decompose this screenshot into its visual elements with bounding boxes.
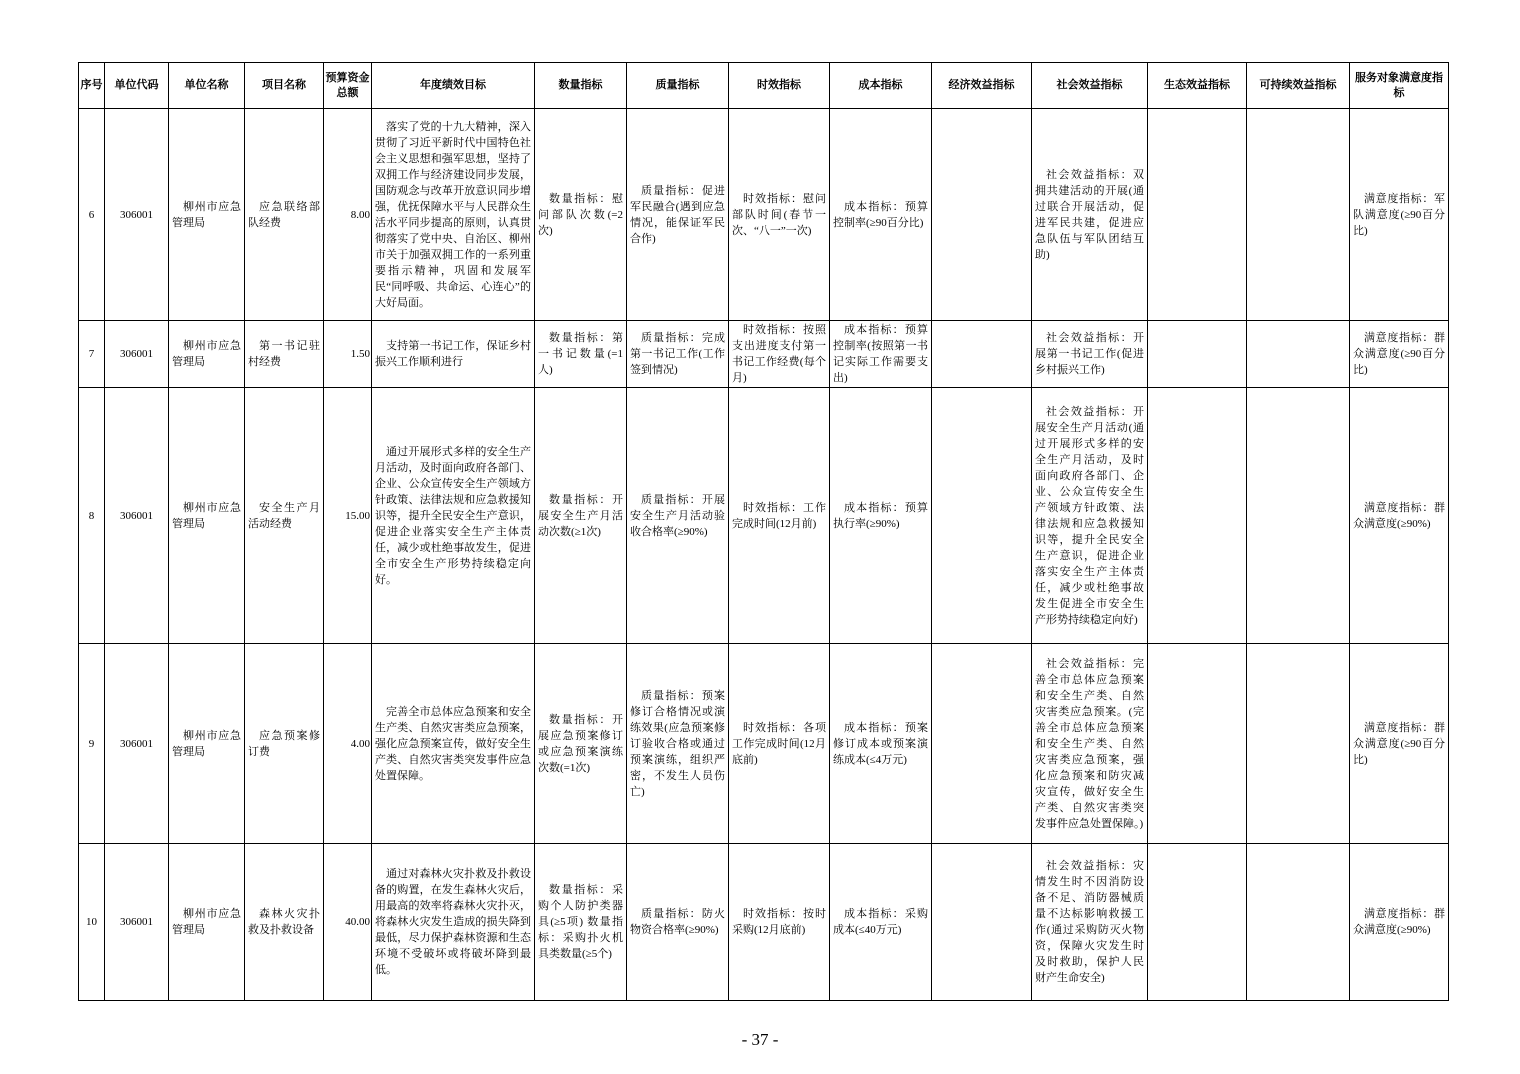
- col-header-economic: 经济效益指标: [932, 63, 1032, 109]
- cell-quality-indicator: 质量指标：完成第一书记工作(工作签到情况): [627, 321, 729, 388]
- cell-project-name: 第一书记驻村经费: [245, 321, 324, 388]
- cell-social-indicator: 社会效益指标：灾情发生时不因消防设备不足、消防器械质量不达标影响救援工作(通过采购防灭火物资，保障火灾发生时及时救助，保护人民财产生命安全): [1032, 844, 1148, 1001]
- cell-annual-target: 支持第一书记工作，保证乡村振兴工作顺利进行: [372, 321, 535, 388]
- cell-unit-code: 306001: [105, 844, 169, 1001]
- col-header-quality: 质量指标: [627, 63, 729, 109]
- cell-seq: 9: [79, 644, 105, 844]
- cell-cost-indicator: 成本指标：预算控制率(≥90百分比): [830, 109, 932, 321]
- cell-annual-target: 通过开展形式多样的安全生产月活动，及时面向政府各部门、企业、公众宣传安全生产领域方针政策、法律法规和应急救援知识等，提升全民安全生产意识，促进企业落实安全生产主体责任，减少或杜绝事故发生，促进全市安全生产形势持续稳定向好。: [372, 388, 535, 644]
- cell-sustainable-indicator: [1247, 844, 1350, 1001]
- col-header-unit-name: 单位名称: [169, 63, 245, 109]
- cell-unit-name: 柳州市应急管理局: [169, 109, 245, 321]
- cell-unit-code: 306001: [105, 321, 169, 388]
- cell-seq: 6: [79, 109, 105, 321]
- cell-unit-name: 柳州市应急管理局: [169, 321, 245, 388]
- cell-sustainable-indicator: [1247, 109, 1350, 321]
- cell-sustainable-indicator: [1247, 321, 1350, 388]
- col-header-satisfaction: 服务对象满意度指标: [1350, 63, 1449, 109]
- col-header-budget: 预算资金总额: [324, 63, 372, 109]
- table-row: [79, 388, 1449, 644]
- cell-sustainable-indicator: [1247, 388, 1350, 644]
- cell-ecological-indicator: [1148, 844, 1247, 1001]
- col-header-cost: 成本指标: [830, 63, 932, 109]
- cell-budget: 8.00: [324, 109, 372, 321]
- cell-sustainable-indicator: [1247, 644, 1350, 844]
- cell-unit-code: 306001: [105, 388, 169, 644]
- cell-quantity-indicator: 数量指标：开展安全生产月活动次数(≥1次): [535, 388, 627, 644]
- table-row: [79, 644, 1449, 844]
- cell-unit-name: 柳州市应急管理局: [169, 388, 245, 644]
- col-header-social: 社会效益指标: [1032, 63, 1148, 109]
- cell-unit-code: 306001: [105, 644, 169, 844]
- cell-budget: 1.50: [324, 321, 372, 388]
- cell-economic-indicator: [932, 644, 1032, 844]
- cell-seq: 7: [79, 321, 105, 388]
- cell-social-indicator: 社会效益指标：开展第一书记工作(促进乡村振兴工作): [1032, 321, 1148, 388]
- col-header-quantity: 数量指标: [535, 63, 627, 109]
- cell-cost-indicator: 成本指标：采购成本(≤40万元): [830, 844, 932, 1001]
- cell-quantity-indicator: 数量指标：第一书记数量(=1人): [535, 321, 627, 388]
- table-row: [79, 321, 1449, 388]
- cell-satisfaction-indicator: 满意度指标：群众满意度(≥90%): [1350, 388, 1449, 644]
- cell-unit-name: 柳州市应急管理局: [169, 644, 245, 844]
- cell-timeliness-indicator: 时效指标：按照支出进度支付第一书记工作经费(每个月): [729, 321, 830, 388]
- cell-quality-indicator: 质量指标：防火物资合格率(≥90%): [627, 844, 729, 1001]
- cell-timeliness-indicator: 时效指标：工作完成时间(12月前): [729, 388, 830, 644]
- cell-quantity-indicator: 数量指标：慰问部队次数(=2次): [535, 109, 627, 321]
- cell-social-indicator: 社会效益指标：开展安全生产月活动(通过开展形式多样的安全生产月活动，及时面向政府各部门、企业、公众宣传安全生产领域方针政策、法律法规和应急救援知识等，提升全民安全生产意识，促进企业落实安全生产主体责任，减少或杜绝事故发生促进全市安全生产形势持续稳定向好): [1032, 388, 1148, 644]
- cell-annual-target: 通过对森林火灾扑救及扑救设备的购置，在发生森林火灾后，用最高的效率将森林火灾扑灭，将森林火灾发生造成的损失降到最低，尽力保护森林资源和生态环境不受破坏或将破坏降到最低。: [372, 844, 535, 1001]
- cell-unit-code: 306001: [105, 109, 169, 321]
- cell-economic-indicator: [932, 321, 1032, 388]
- cell-timeliness-indicator: 时效指标：慰问部队时间(春节一次、“八一”一次): [729, 109, 830, 321]
- cell-project-name: 应急联络部队经费: [245, 109, 324, 321]
- cell-seq: 8: [79, 388, 105, 644]
- cell-economic-indicator: [932, 388, 1032, 644]
- performance-indicators-table: [78, 62, 1449, 1001]
- cell-timeliness-indicator: 时效指标：按时采购(12月底前): [729, 844, 830, 1001]
- cell-budget: 40.00: [324, 844, 372, 1001]
- header-row: [79, 63, 1449, 109]
- cell-project-name: 应急预案修订费: [245, 644, 324, 844]
- cell-satisfaction-indicator: 满意度指标：军队满意度(≥90百分比): [1350, 109, 1449, 321]
- col-header-timeliness: 时效指标: [729, 63, 830, 109]
- cell-satisfaction-indicator: 满意度指标：群众满意度(≥90百分比): [1350, 321, 1449, 388]
- table-row: [79, 844, 1449, 1001]
- cell-quantity-indicator: 数量指标：采购个人防护类器具(≥5项) 数量指标：采购扑火机具类数量(≥5个): [535, 844, 627, 1001]
- cell-quality-indicator: 质量指标：促进军民融合(遇到应急情况，能保证军民合作): [627, 109, 729, 321]
- col-header-project-name: 项目名称: [245, 63, 324, 109]
- cell-quality-indicator: 质量指标：预案修订合格情况或演练效果(应急预案修订验收合格或通过预案演练，组织严密，不发生人员伤亡): [627, 644, 729, 844]
- cell-ecological-indicator: [1148, 321, 1247, 388]
- cell-budget: 15.00: [324, 388, 372, 644]
- col-header-sustainable: 可持续效益指标: [1247, 63, 1350, 109]
- cell-ecological-indicator: [1148, 388, 1247, 644]
- cell-quality-indicator: 质量指标：开展安全生产月活动验收合格率(≥90%): [627, 388, 729, 644]
- cell-cost-indicator: 成本指标：预算执行率(≥90%): [830, 388, 932, 644]
- cell-budget: 4.00: [324, 644, 372, 844]
- cell-annual-target: 完善全市总体应急预案和安全生产类、自然灾害类应急预案，强化应急预案宣传，做好安全生产类、自然灾害类突发事件应急处置保障。: [372, 644, 535, 844]
- cell-annual-target: 落实了党的十九大精神，深入贯彻了习近平新时代中国特色社会主义思想和强军思想，坚持了双拥工作与经济建设同步发展，国防观念与改革开放意识同步增强，优抚保障水平与人民群众生活水平同步提高的原则，认真贯彻落实了党中央、自治区、柳州市关于加强双拥工作的一系列重要指示精神，巩固和发展军民“同呼吸、共命运、心连心”的大好局面。: [372, 109, 535, 321]
- cell-unit-name: 柳州市应急管理局: [169, 844, 245, 1001]
- cell-ecological-indicator: [1148, 644, 1247, 844]
- cell-economic-indicator: [932, 109, 1032, 321]
- col-header-ecological: 生态效益指标: [1148, 63, 1247, 109]
- cell-social-indicator: 社会效益指标：双拥共建活动的开展(通过联合开展活动，促进军民共建，促进应急队伍与军队团结互助): [1032, 109, 1148, 321]
- cell-cost-indicator: 成本指标：预算控制率(按照第一书记实际工作需要支出): [830, 321, 932, 388]
- cell-project-name: 森林火灾扑救及扑救设备: [245, 844, 324, 1001]
- cell-timeliness-indicator: 时效指标：各项工作完成时间(12月底前): [729, 644, 830, 844]
- col-header-unit-code: 单位代码: [105, 63, 169, 109]
- cell-social-indicator: 社会效益指标：完善全市总体应急预案和安全生产类、自然灾害类应急预案。(完善全市总体应急预案和安全生产类、自然灾害类应急预案，强化应急预案和防灾减灾宣传，做好安全生产类、自然灾害类突发事件应急处置保障。): [1032, 644, 1148, 844]
- table-row: [79, 109, 1449, 321]
- page-number: - 37 -: [741, 1030, 779, 1049]
- cell-economic-indicator: [932, 844, 1032, 1001]
- cell-project-name: 安全生产月活动经费: [245, 388, 324, 644]
- col-header-seq: 序号: [79, 63, 105, 109]
- cell-satisfaction-indicator: 满意度指标：群众满意度(≥90百分比): [1350, 644, 1449, 844]
- cell-quantity-indicator: 数量指标：开展应急预案修订或应急预案演练次数(=1次): [535, 644, 627, 844]
- cell-cost-indicator: 成本指标：预案修订成本或预案演练成本(≤4万元): [830, 644, 932, 844]
- cell-seq: 10: [79, 844, 105, 1001]
- col-header-annual-target: 年度绩效目标: [372, 63, 535, 109]
- cell-satisfaction-indicator: 满意度指标：群众满意度(≥90%): [1350, 844, 1449, 1001]
- cell-ecological-indicator: [1148, 109, 1247, 321]
